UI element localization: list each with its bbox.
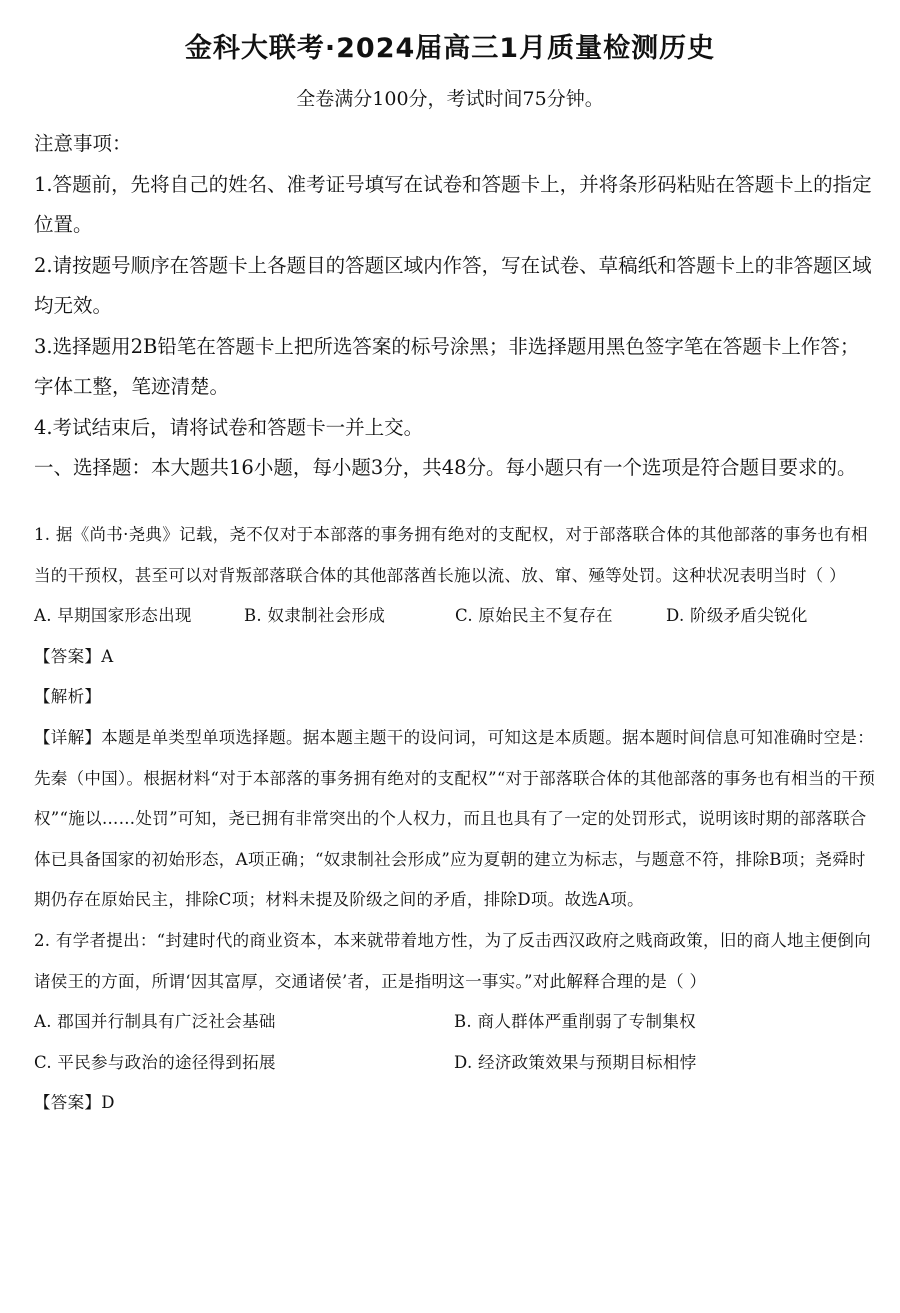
option-b: B. 商人群体严重削弱了专制集权 [454,1012,696,1032]
option-c: C. 平民参与政治的途径得到拓展 [34,1052,276,1072]
option-a: A. 郡国并行制具有广泛社会基础 [34,1012,276,1032]
exam-info: 全卷满分100分，考试时间75分钟。 [296,88,604,110]
analysis-label: 【解析】 [34,687,102,707]
section-heading: 一、选择题：本大题共16小题，每小题3分，共48分。每小题只有一个选项是符合题目要求的。 [34,456,857,479]
question-stem: 2. 有学者提出：“封建时代的商业资本，本来就带着地方性，为了反击西汉政府之贱商政策，旧的商人地主便倒向诸侯王的方面，所谓‘因其富厚，交通诸侯’者，正是指明这一事实。”对此解释合理的是（ ） [34,930,872,991]
question-stem: 1. 据《尚书·尧典》记载，尧不仅对于本部落的事务拥有绝对的支配权，对于部落联合体的其他部落的事务也有相当的干预权，甚至可以对背叛部落联合体的其他部落酋长施以流、放、窜、殛等处罚。这种状况表明当时（ ） [34,525,868,585]
question-options [34,596,876,637]
option-d: D. 经济政策效果与预期目标相悖 [454,1052,697,1072]
option-b: B. 奴隶制社会形成 [244,606,386,626]
answer-label: 【答案】A [34,646,114,666]
note-item: 4.考试结束后，请将试卷和答题卡一并上交。 [34,415,424,439]
detail-explanation: 【详解】本题是单类型单项选择题。据本题主题干的设问词，可知这是本质题。据本题时间信息可知准确时空是：先秦（中国）。根据材料“对于本部落的事务拥有绝对的支配权”“对于部落联合体的其他部落的事务也有相当的干预权”“施以……处罚”可知，尧已拥有非常突出的个人权力，而且也具有了一定的处罚形式，说明该时期的部落联合体已具备国家的初始形态，A项正确；“奴隶制社会形成”应为夏朝的建立为标志，与题意不符，排除B项；尧舜时期仍存在原始民主，排除C项；材料未提及阶级之间的矛盾，排除D项。故选A项。 [34,727,876,910]
answer-label: 【答案】D [34,1093,115,1113]
option-c: C. 原始民主不复存在 [455,606,613,626]
notes-heading: 注意事项： [34,132,132,155]
questions-section [34,515,876,1124]
question-options [34,1002,876,1043]
note-item: 1.答题前，先将自己的姓名、准考证号填写在试卷和答题卡上，并将条形码粘贴在答题卡上的指定位置。 [34,172,872,236]
page-title: 金科大联考·2024届高三1月质量检测历史 [184,33,716,64]
note-item: 2.请按题号顺序在答题卡上各题目的答题区域内作答，写在试卷、草稿纸和答题卡上的非答题区域均无效。 [34,253,872,317]
note-item: 3.选择题用2B铅笔在答题卡上把所选答案的标号涂黑；非选择题用黑色签字笔在答题卡上作答；字体工整，笔迹清楚。 [34,334,860,398]
question-options [34,1043,876,1084]
option-d: D. 阶级矛盾尖锐化 [666,606,808,626]
option-a: A. 早期国家形态出现 [34,606,192,626]
notes-section [34,124,874,489]
